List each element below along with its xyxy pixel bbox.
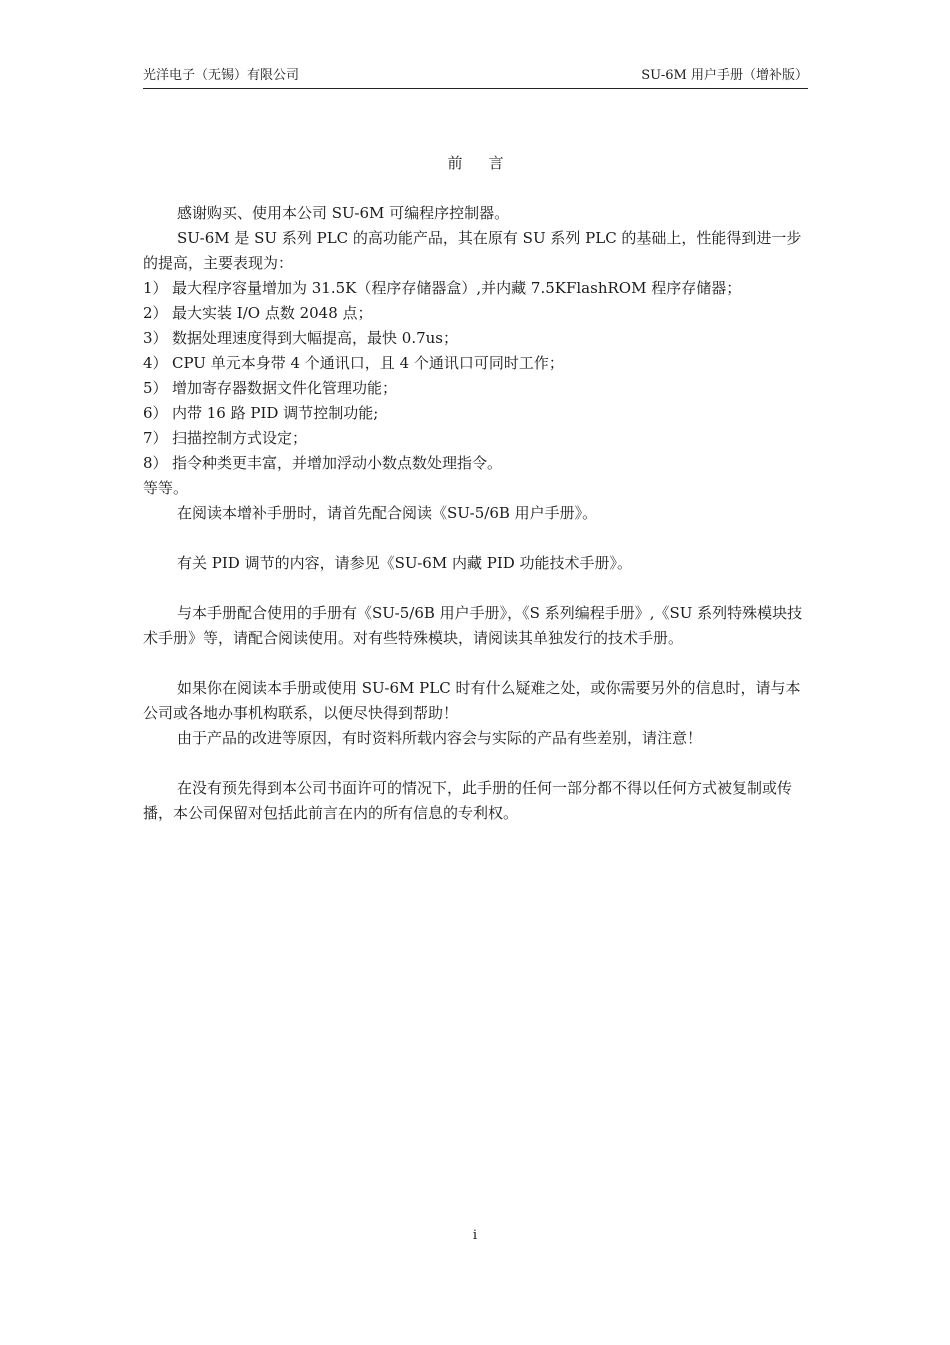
read-first-paragraph: 在阅读本增补手册时，请首先配合阅读《SU-5/6B 用户手册》。 — [177, 504, 598, 522]
list-item-number: 2） — [143, 304, 168, 322]
page-header — [143, 66, 808, 89]
page-number: i — [472, 1228, 478, 1243]
list-item-text: 最大程序容量增加为 31.5K（程序存储器盒）,并内藏 7.5KFlashROM 程序存储器； — [172, 279, 742, 297]
list-item-number: 8） — [143, 454, 168, 472]
page-title: 前言 — [447, 154, 530, 172]
related-manuals-paragraph: 与本手册配合使用的手册有《SU-5/6B 用户手册》，《S 系列编程手册》,《SU 系列特殊模块技术手册》等，请配合阅读使用。对有些特殊模块，请阅读其单独发行的技术手册。 — [143, 604, 803, 647]
contact-paragraph: 如果你在阅读本手册或使用 SU-6M PLC 时有什么疑难之处，或你需要另外的信息时，请与本公司或各地办事机构联系，以便尽快得到帮助！ — [143, 679, 801, 722]
list-item-number: 4） — [143, 354, 168, 372]
list-item-text: 扫描控制方式设定； — [172, 429, 308, 447]
list-item-number: 3） — [143, 329, 168, 347]
list-item-text: 指令种类更丰富，并增加浮动小数点数处理指令。 — [172, 454, 503, 472]
paragraph-spacer — [143, 576, 808, 601]
list-item — [143, 426, 808, 451]
list-item-text: 最大实装 I/O 点数 2048 点； — [172, 304, 373, 322]
list-item-number: 6） — [143, 404, 168, 422]
product-difference-paragraph: 由于产品的改进等原因，有时资料所载内容会与实际的产品有些差别，请注意！ — [177, 729, 703, 747]
list-item-number: 5） — [143, 379, 168, 397]
list-item-number: 7） — [143, 429, 168, 447]
intro-paragraph-1: 感谢购买、使用本公司 SU-6M 可编程序控制器。 — [177, 204, 510, 222]
list-item-text: 增加寄存器数据文件化管理功能； — [172, 379, 398, 397]
list-item — [143, 276, 808, 301]
company-name: 光洋电子（无锡）有限公司 — [143, 68, 300, 83]
etc-line: 等等。 — [143, 479, 189, 497]
list-item — [143, 301, 808, 326]
list-item — [143, 376, 808, 401]
paragraph-spacer — [143, 651, 808, 676]
pid-reference-paragraph: 有关 PID 调节的内容，请参见《SU-6M 内藏 PID 功能技术手册》。 — [177, 554, 633, 572]
list-item-text: 数据处理速度得到大幅提高，最快 0.7us； — [172, 329, 458, 347]
manual-title: SU-6M 用户手册（增补版） — [641, 68, 808, 83]
preface-body — [143, 201, 808, 826]
list-item-text: CPU 单元本身带 4 个通讯口，且 4 个通讯口可同时工作； — [172, 354, 564, 372]
paragraph-spacer — [143, 751, 808, 776]
paragraph-spacer — [143, 526, 808, 551]
list-item-number: 1） — [143, 279, 168, 297]
list-item — [143, 401, 808, 426]
list-item — [143, 451, 808, 476]
list-item — [143, 351, 808, 376]
list-item — [143, 326, 808, 351]
list-item-text: 内带 16 路 PID 调节控制功能; — [172, 404, 379, 422]
intro-paragraph-2: SU-6M 是 SU 系列 PLC 的高功能产品，其在原有 SU 系列 PLC 的基础上，性能得到进一步的提高，主要表现为： — [143, 229, 802, 272]
copyright-paragraph: 在没有预先得到本公司书面许可的情况下，此手册的任何一部分都不得以任何方式被复制或传播，本公司保留对包括此前言在内的所有信息的专利权。 — [143, 779, 793, 822]
